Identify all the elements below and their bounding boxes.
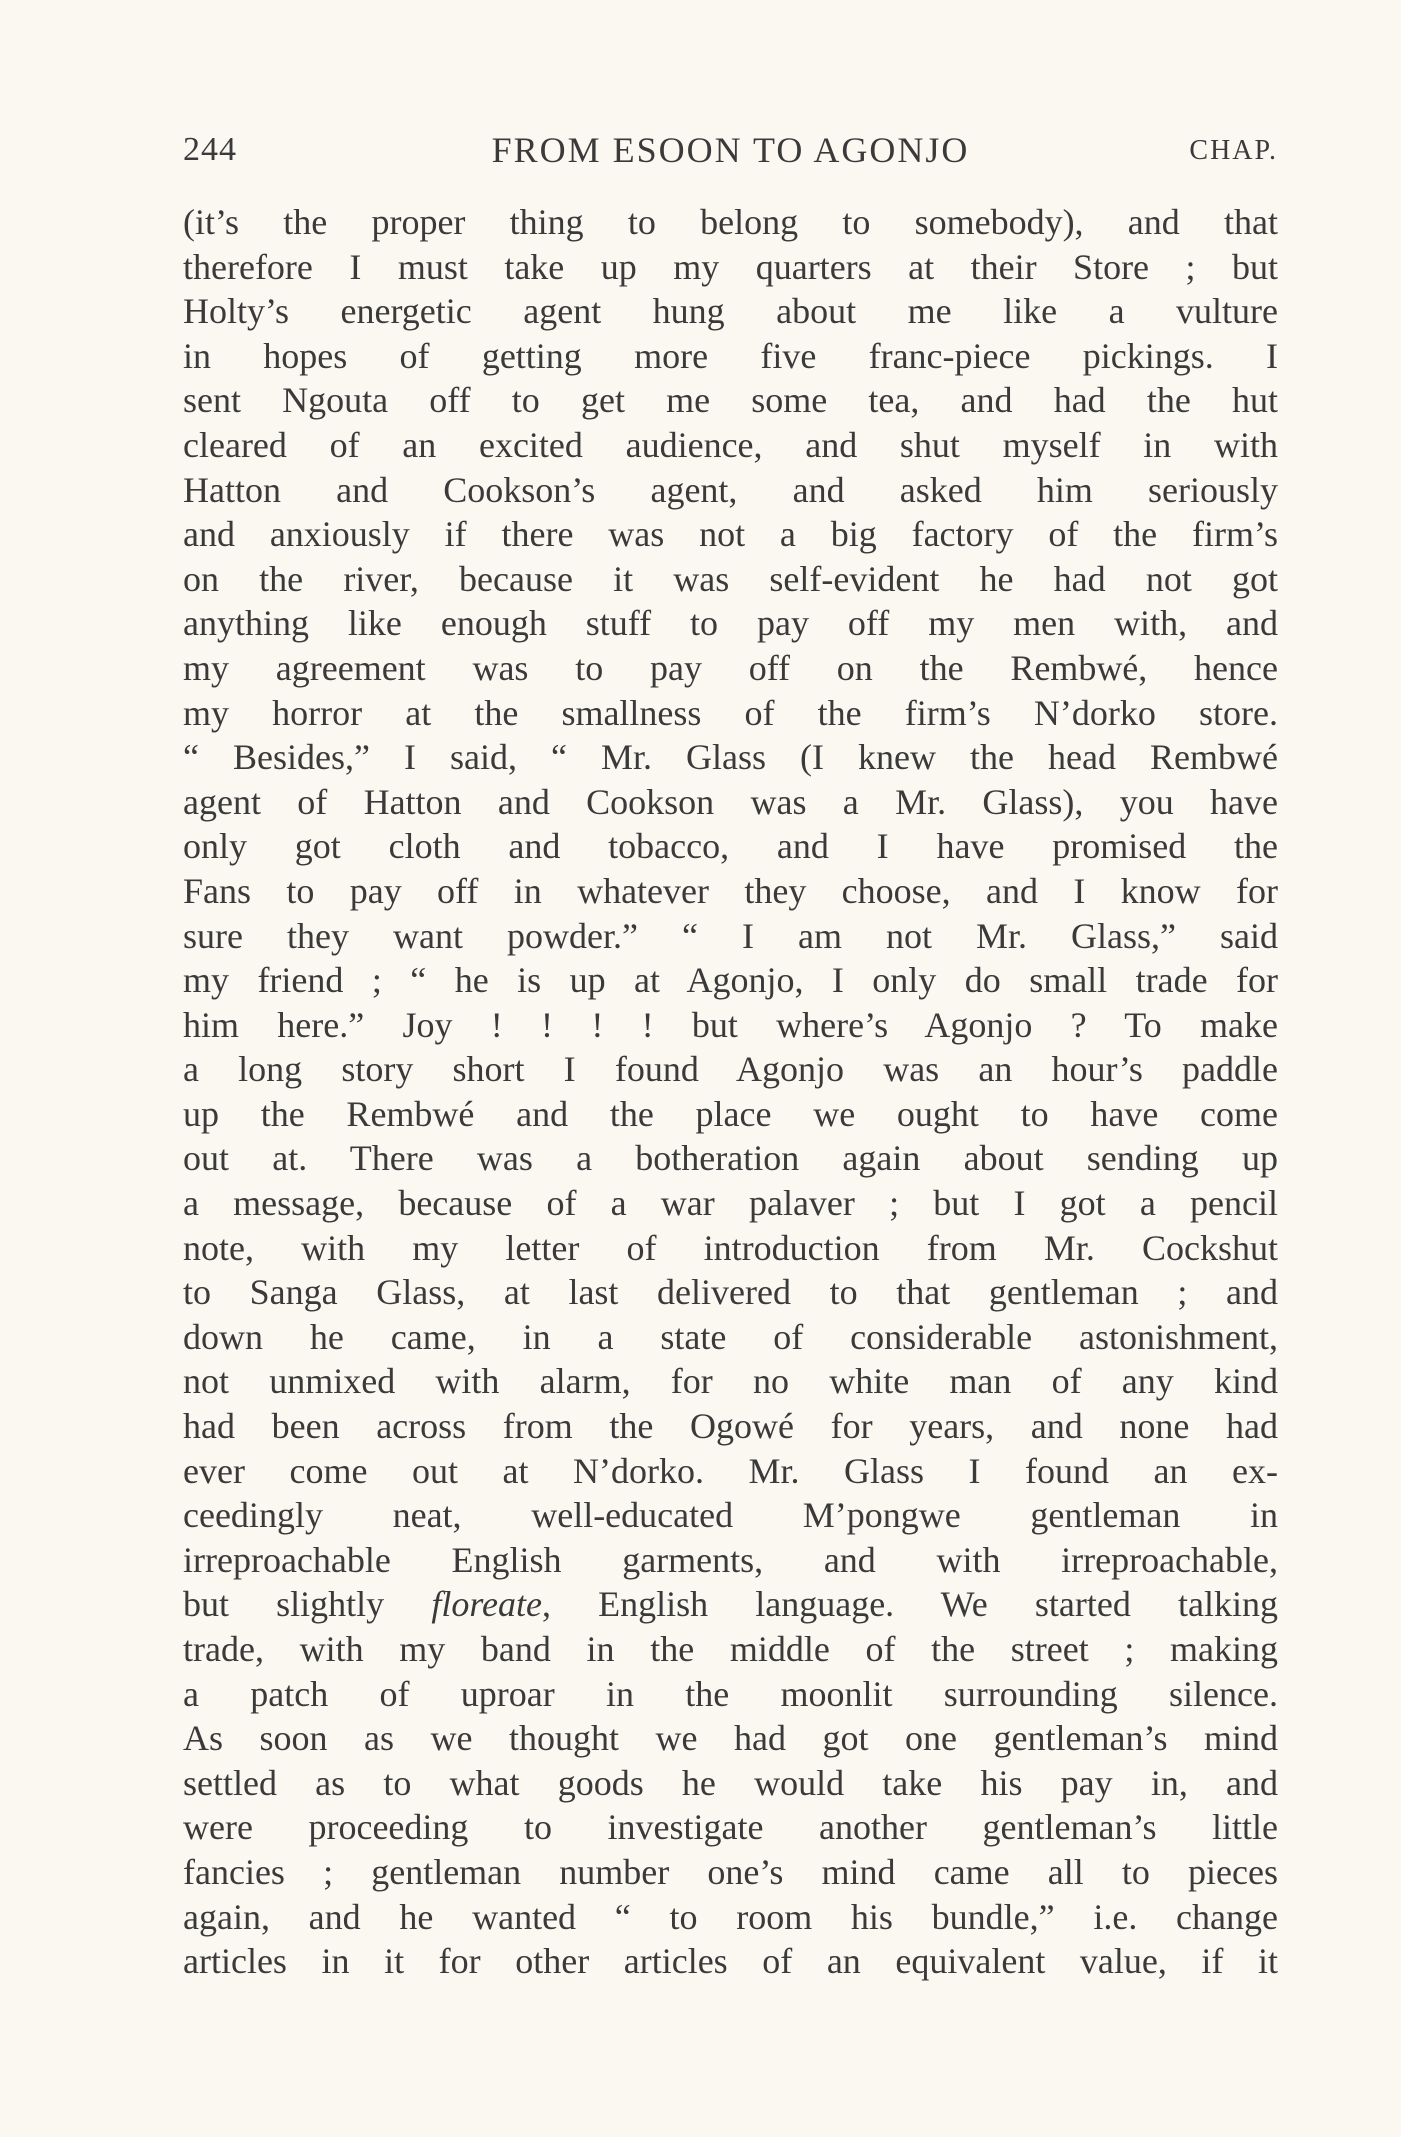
text-line <box>183 1582 1278 1627</box>
text-line: my horror at the smallness of the firm’s N’dorko store. <box>183 692 1278 733</box>
text-line: and anxiously if there was not a big factory of the firm’s <box>183 514 1278 555</box>
text-line: Holty’s energetic agent hung about me like a vulture <box>183 291 1278 332</box>
text-line: up the Rembwé and the place we ought to have come <box>183 1093 1278 1134</box>
text-line: fancies ; gentleman number one’s mind came all to pieces <box>183 1851 1278 1892</box>
text-line: Fans to pay off in whatever they choose, and I know for <box>183 870 1278 911</box>
text-line: him here.” Joy ! ! ! ! but where’s Agonjo ? To make <box>183 1004 1278 1045</box>
text-segment: but slightly <box>183 1584 432 1625</box>
text-line: on the river, because it was self-evident he had not got <box>183 558 1278 599</box>
chapter-abbrev: CHAP. <box>1189 135 1278 166</box>
text-line: (it’s the proper thing to belong to somebody), and that <box>183 202 1278 242</box>
text-line: not unmixed with alarm, for no white man of any kind <box>183 1361 1278 1402</box>
text-line: a message, because of a war palaver ; but I got a pencil <box>183 1183 1278 1224</box>
text-line: agent of Hatton and Cookson was a Mr. Glass), you have <box>183 781 1278 822</box>
text-line: in hopes of getting more five franc-piece pickings. I <box>183 335 1278 376</box>
text-line: “ Besides,” I said, “ Mr. Glass (I knew the head Rembwé <box>183 737 1278 778</box>
text-line: out at. There was a botheration again about sending up <box>183 1138 1278 1179</box>
text-segment: , English language. We started talking <box>541 1584 1278 1625</box>
running-title: FROM ESOON TO AGONJO <box>491 130 970 170</box>
text-line: only got cloth and tobacco, and I have promised the <box>183 826 1278 867</box>
body-text <box>183 200 1278 1984</box>
text-line: cleared of an excited audience, and shut myself in with <box>183 424 1278 465</box>
text-line: had been across from the Ogowé for years, and none had <box>183 1406 1278 1447</box>
text-line: As soon as we thought we had got one gentleman’s mind <box>183 1718 1278 1759</box>
text-line: sure they want powder.” “ I am not Mr. Glass,” said <box>183 915 1278 956</box>
text-line: to Sanga Glass, at last delivered to that gentleman ; and <box>183 1272 1278 1313</box>
text-line: a long story short I found Agonjo was an hour’s paddle <box>183 1049 1278 1090</box>
text-line: ever come out at N’dorko. Mr. Glass I found an ex- <box>183 1450 1278 1491</box>
text-line: therefore I must take up my quarters at their Store ; but <box>183 246 1278 287</box>
text-line: settled as to what goods he would take his pay in, and <box>183 1762 1278 1803</box>
text-line: trade, with my band in the middle of the street ; making <box>183 1629 1278 1669</box>
page-number: 244 <box>183 131 237 168</box>
text-line: anything like enough stuff to pay off my men with, and <box>183 603 1278 644</box>
italic-word: floreate <box>431 1584 542 1625</box>
text-line: were proceeding to investigate another gentleman’s little <box>183 1807 1278 1848</box>
page-header <box>183 125 1278 179</box>
text-line: Hatton and Cookson’s agent, and asked him seriously <box>183 469 1278 510</box>
text-line: again, and he wanted “ to room his bundle,” i.e. change <box>183 1896 1278 1937</box>
text-line: ceedingly neat, well-educated M’pongwe gentleman in <box>183 1495 1278 1536</box>
text-line: note, with my letter of introduction from Mr. Cockshut <box>183 1227 1278 1268</box>
text-line: down he came, in a state of considerable astonishment, <box>183 1316 1278 1357</box>
text-line: my friend ; “ he is up at Agonjo, I only do small trade for <box>183 960 1278 1001</box>
text-line: irreproachable English garments, and with irreproachable, <box>183 1539 1278 1580</box>
text-line: articles in it for other articles of an equivalent value, if it <box>183 1941 1278 1982</box>
text-line: my agreement was to pay off on the Rembwé, hence <box>183 647 1278 688</box>
text-line: sent Ngouta off to get me some tea, and had the hut <box>183 380 1278 421</box>
text-line: a patch of uproar in the moonlit surrounding silence. <box>183 1673 1278 1714</box>
